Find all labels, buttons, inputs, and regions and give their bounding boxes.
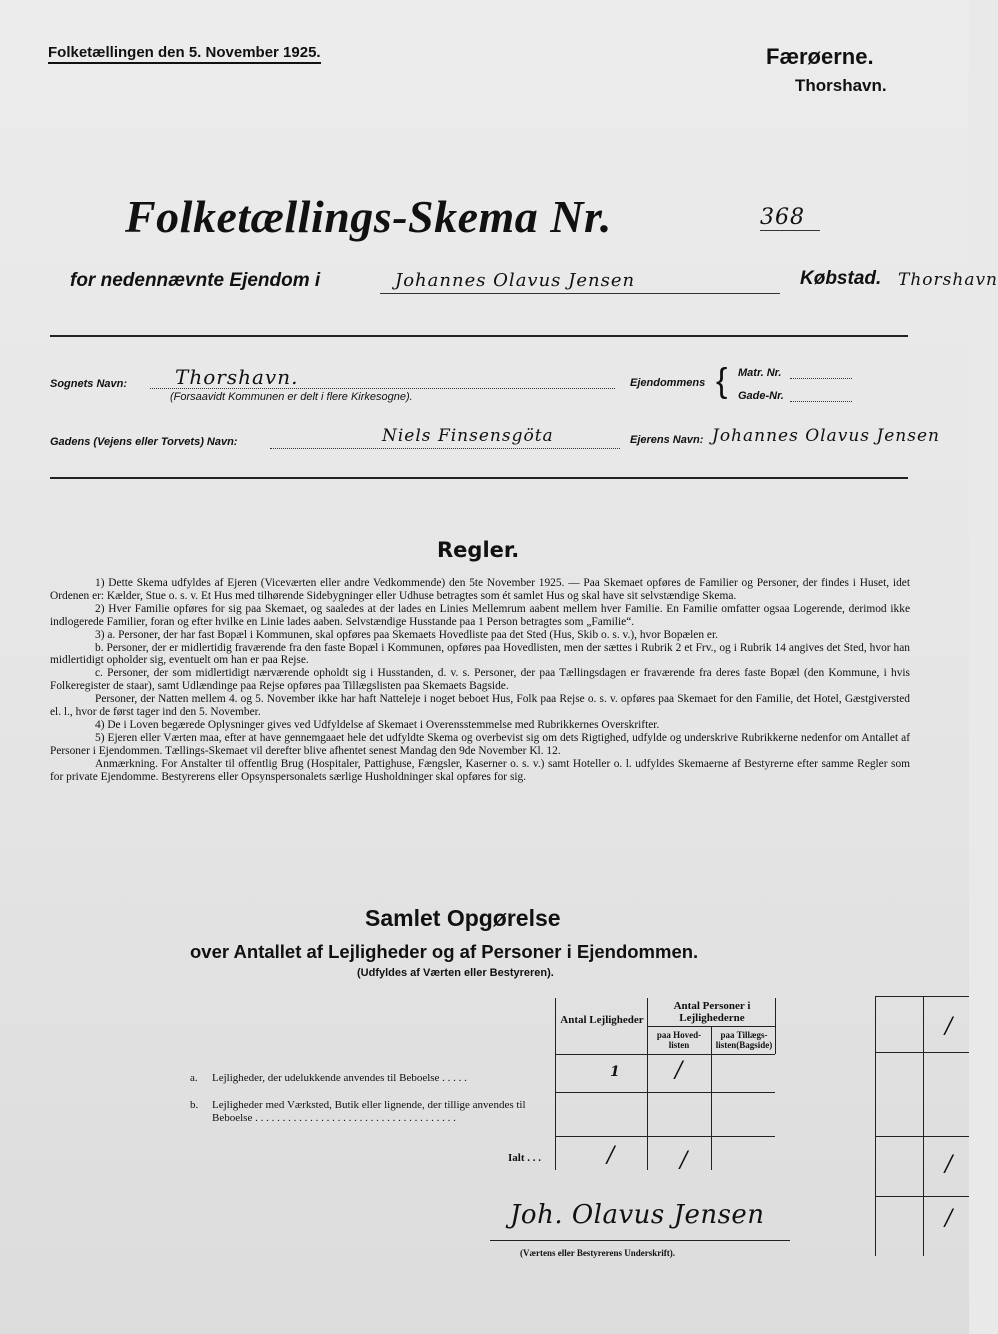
parish-note: (Forsaavidt Kommunen er delt i flere Kirkesogne). — [170, 391, 413, 403]
rule-paragraph: c. Personer, der som midlertidigt nærværende opholdt sig i Husstanden, d. v. s. Personer, der paa Tællingsdagen er fraværende fra deres faste Bopæl (den Kommune, i hvis Folkeregister de staar), samt Udlændinge paa Rejse opføres paa Tillægslisten paa Skemaets Bagside. — [50, 667, 910, 693]
row-a-label: Lejligheder, der udelukkende anvendes til Beboelse . . . . . — [212, 1072, 467, 1084]
street-nr-field — [790, 401, 852, 402]
street-dotted-line — [270, 448, 620, 449]
rule-paragraph: 2) Hver Familie opføres for sig paa Skemaet, og saaledes at der lades en Linies Mellemrum aabent mellem hver Familie. En Familie omfatter ogsaa Logerende, derimod ikke indlogerede Familier, foran og efter hvilke en Linie lades aaben. Selvstændige Husstande paa 1 Person betragtes som „Familie“. — [50, 602, 910, 628]
kobstad-handwritten: Thorshavn — [898, 270, 998, 290]
property-label: for nedennævnte Ejendom i — [70, 270, 321, 291]
rules-title: Regler. — [437, 538, 520, 562]
rule-paragraph: 4) De i Loven begærede Oplysninger gives ved Udfyldelse af Skemaet i Overensstemmelse med Rubrikkernes Overskrifter. — [95, 718, 660, 731]
signature-line — [490, 1240, 790, 1241]
row-b-letter: b. — [190, 1099, 199, 1111]
row-b-label: Lejligheder med Værksted, Butik eller lignende, der tillige anvendes til Beboelse . . . . . . . . . . . . . . . . . . . . . . . . . . . . . . . . . . . . . — [212, 1099, 526, 1124]
rule-paragraph: 5) Ejeren eller Værten maa, efter at have gennemgaaet hele det udfyldte Skema og overbevist sig om dets Rigtighed, udfylde og underskrive Rubrikkerne nedenfor om Antallet af Personer i Ejendommen. Tællings-Skemaet vil derefter blive afhentet senest Mandag den 9de November Kl. 12. — [50, 731, 910, 757]
summary-note: (Udfyldes af Værten eller Bestyreren). — [357, 967, 554, 979]
row-a-lejligheder-value: 1 — [610, 1064, 620, 1080]
signature-handwritten: Joh. Olavus Jensen — [510, 1200, 765, 1230]
row-a-hoved-value: / — [675, 1058, 683, 1083]
summary-table — [555, 998, 775, 1173]
rules-text — [50, 577, 910, 784]
adjacent-page-table — [875, 996, 969, 1256]
owner-name-value: Johannes Olavus Jensen — [712, 426, 940, 446]
divider — [50, 477, 908, 479]
town-header: Thorshavn. — [795, 76, 887, 95]
col-tillaegslisten: paa Tillægs-listen(Bagside) — [715, 1030, 773, 1050]
rule-paragraph: b. Personer, der er midlertidig fraværende fra den faste Bopæl i Kommunen, opføres paa Hovedlisten, men der sættes i Rubrik 2 et Frv., og i Rubrik 14 angives det Sted, hvor han midlertidigt opholder sig, eventuelt om han er paa Rejse. — [50, 641, 910, 667]
brace-icon: { — [716, 362, 728, 400]
ialt-hoved-value: / — [680, 1148, 688, 1173]
total-label: Ialt . . . — [508, 1152, 541, 1164]
owner-handwritten: Johannes Olavus Jensen — [395, 270, 636, 291]
col-antal-lejligheder: Antal Lejligheder — [560, 1014, 644, 1026]
matr-nr-field — [790, 378, 852, 379]
col-hovedlisten: paa Hoved-listen — [656, 1030, 702, 1050]
summary-title: Samlet Opgørelse — [365, 905, 561, 931]
owner-name-label: Ejerens Navn: — [630, 434, 704, 446]
summary-subtitle: over Antallet af Lejligheder og af Personer i Ejendommen. — [190, 941, 699, 962]
signature-caption: (Værtens eller Bestyrerens Underskrift). — [520, 1248, 675, 1258]
divider — [50, 335, 908, 337]
kobstad-label: Købstad. — [800, 268, 882, 289]
census-date-header: Folketællingen den 5. November 1925. — [48, 44, 321, 64]
row-a-letter: a. — [190, 1072, 198, 1084]
parish-value: Thorshavn. — [175, 365, 299, 389]
matr-nr-label: Matr. Nr. — [738, 367, 782, 379]
street-value: Niels Finsensgöta — [382, 426, 554, 446]
street-nr-label: Gade-Nr. — [738, 390, 784, 402]
parish-label: Sognets Navn: — [50, 378, 128, 390]
rule-paragraph: Anmærkning. For Anstalter til offentlig Brug (Hospitaler, Pattighuse, Fængsler, Kaserner o. s. v.) samt Hoteller o. l. udfyldes Skemaerne af Bestyrerne efter samme Regler som for private Ejendomme. Bestyrerens eller Opsynspersonalets særlige Husholdninger skal opføres for sig. — [50, 757, 910, 783]
col-antal-personer: Antal Personer i Lejlighederne — [673, 1000, 751, 1024]
ialt-lejligheder-value: / — [607, 1143, 615, 1168]
rule-paragraph: Personer, der Natten mellem 4. og 5. November ikke har haft Natteleje i noget beboet Hus, Folk paa Rejse o. s. v. opføres paa Skemaet for den Familie, det Hotel, Gæstgiversted el. l., hvor de først tager ind den 5. November. — [50, 693, 910, 719]
region-header: Færøerne. — [766, 44, 874, 69]
owner-underline — [380, 293, 780, 294]
form-number-handwritten: 368 — [760, 205, 820, 231]
rule-paragraph: 3) a. Personer, der har fast Bopæl i Kommunen, skal opføres paa Skemaets Hovedliste paa det Sted (Hus, Skib o. s. v.), hvor Bopælen er. — [95, 628, 718, 641]
edge-mark: / — [945, 1206, 953, 1231]
street-label: Gadens (Vejens eller Torvets) Navn: — [50, 436, 238, 448]
rule-paragraph: 1) Dette Skema udfyldes af Ejeren (Viceværten eller andre Vedkommende) den 5te November 1925. — Paa Skemaet opføres de Familier og Personer, der findes i Huset, idet Ordenen er: Kælder, Stue o. s. v. Et Hus med tilhørende Sidebygninger eller Udhuse betragtes som ét samlet Hus og skal have sit selvstændige Skema. — [50, 577, 910, 602]
form-title: Folketællings-Skema Nr. — [125, 191, 612, 242]
property-number-label: Ejendommens — [630, 377, 706, 389]
edge-mark: / — [945, 1014, 953, 1039]
edge-mark: / — [945, 1152, 953, 1177]
parish-dotted-line — [150, 388, 615, 389]
